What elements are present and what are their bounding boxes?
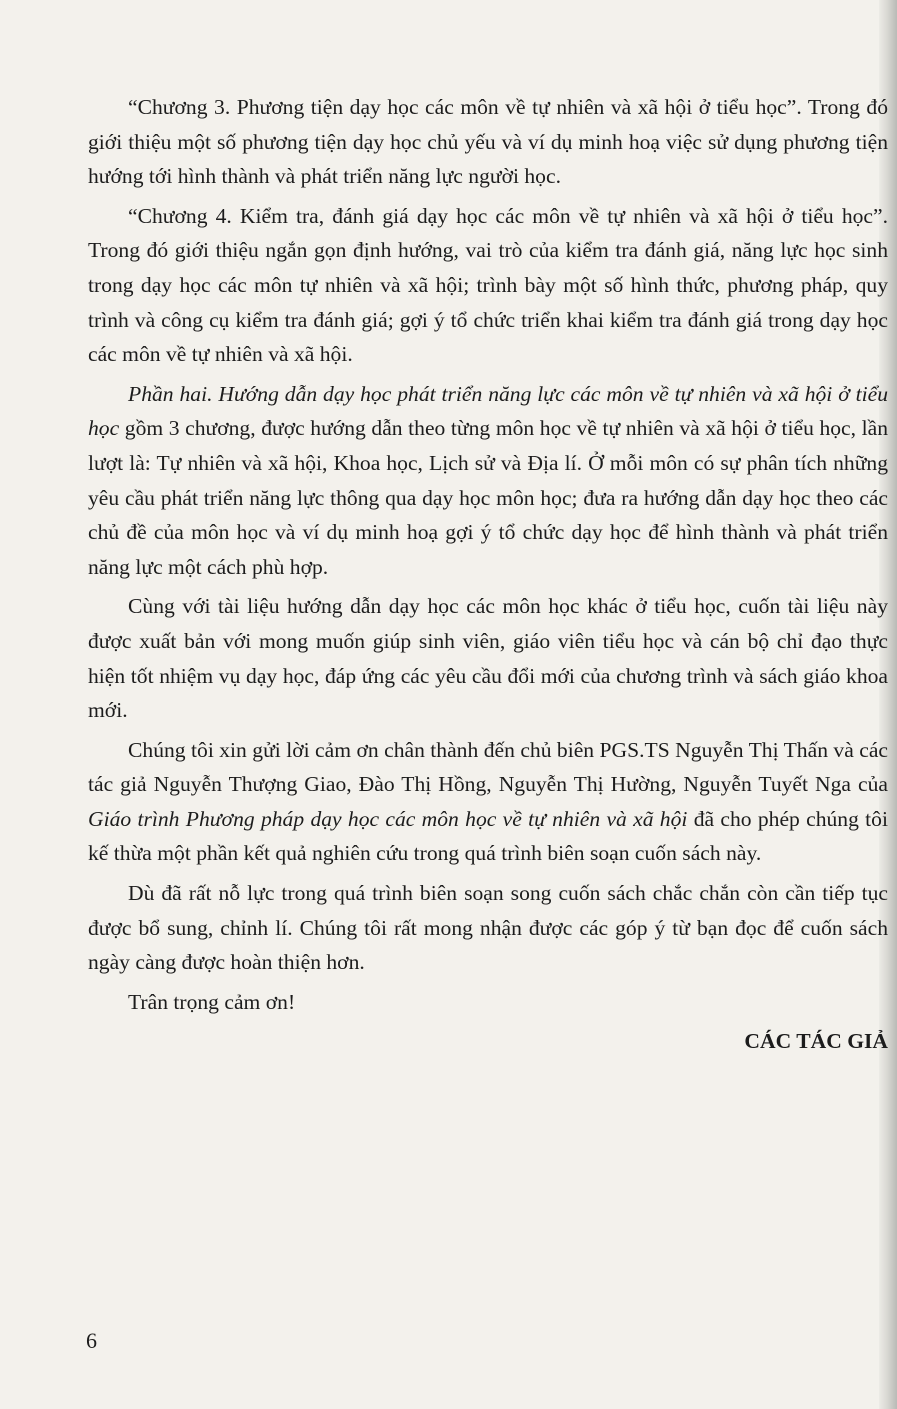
paragraph-chapter-4 [88, 199, 888, 372]
paragraph-purpose [88, 589, 888, 727]
paragraph-closing [88, 985, 888, 1020]
paragraph-chapter-3 [88, 90, 888, 194]
paragraph-thanks [88, 733, 888, 871]
part-two-title: Phần hai. Hướng dẫn dạy học phát triển năng lực các môn về tự nhiên và xã hội ở tiểu học [88, 381, 888, 441]
paragraph-feedback-text: Dù đã rất nỗ lực trong quá trình biên soạn song cuốn sách chắc chắn còn cần tiếp tục được bổ sung, chỉnh lí. Chúng tôi rất mong nhận được các góp ý từ bạn đọc để cuốn sách ngày càng được hoàn thiện hơn. [88, 881, 888, 975]
thanks-text-start: Chúng tôi xin gửi lời cảm ơn chân thành đến chủ biên PGS.TS Nguyễn Thị Thấn và các tác giả Nguyễn Thượng Giao, Đào Thị Hồng, Nguyễn Thị Hường, Nguyễn Tuyết Nga của [88, 737, 888, 797]
paragraph-part-two [88, 377, 888, 585]
page-number: 6 [86, 1328, 97, 1353]
textbook-title: Giáo trình Phương pháp dạy học các môn học về tự nhiên và xã hội [88, 806, 688, 831]
signature: CÁC TÁC GIẢ [744, 1029, 888, 1054]
paragraph-chapter-4-text: “Chương 4. Kiểm tra, đánh giá dạy học các môn về tự nhiên và xã hội ở tiểu học”. Trong đó giới thiệu ngắn gọn định hướng, vai trò của kiểm tra đánh giá, năng lực học sinh trong dạy học các môn tự nhiên và xã hội; trình bày một số hình thức, phương pháp, quy trình và công cụ kiểm tra đánh giá; gợi ý tổ chức triển khai kiểm tra đánh giá trong dạy học các môn về tự nhiên và xã hội. [88, 203, 888, 367]
thanks-text-end: đã cho phép chúng tôi kế thừa một phần kết quả nghiên cứu trong quá trình biên soạn cuốn sách này. [88, 806, 888, 866]
paragraph-purpose-text: Cùng với tài liệu hướng dẫn dạy học các môn học khác ở tiểu học, cuốn tài liệu này được xuất bản với mong muốn giúp sinh viên, giáo viên tiểu học và cán bộ chỉ đạo thực hiện tốt nhiệm vụ dạy học, đáp ứng các yêu cầu đổi mới của chương trình và sách giáo khoa mới. [88, 594, 888, 723]
paragraph-chapter-3-text: “Chương 3. Phương tiện dạy học các môn về tự nhiên và xã hội ở tiểu học”. Trong đó giới thiệu một số phương tiện dạy học chủ yếu và ví dụ minh hoạ việc sử dụng phương tiện hướng tới hình thành và phát triển năng lực người học. [88, 95, 888, 189]
paragraph-feedback [88, 876, 888, 980]
closing-text: Trân trọng cảm ơn! [128, 989, 296, 1014]
body-text [88, 90, 888, 1064]
part-two-description: gồm 3 chương, được hướng dẫn theo từng môn học về tự nhiên và xã hội ở tiểu học, lần lượt là: Tự nhiên và xã hội, Khoa học, Lịch sử và Địa lí. Ở mỗi môn có sự phân tích những yêu cầu phát triển năng lực thông qua dạy học môn học; đưa ra hướng dẫn dạy học theo các chủ đề của môn học và ví dụ minh hoạ gợi ý tổ chức dạy học để hình thành và phát triển năng lực một cách phù hợp. [88, 416, 888, 579]
